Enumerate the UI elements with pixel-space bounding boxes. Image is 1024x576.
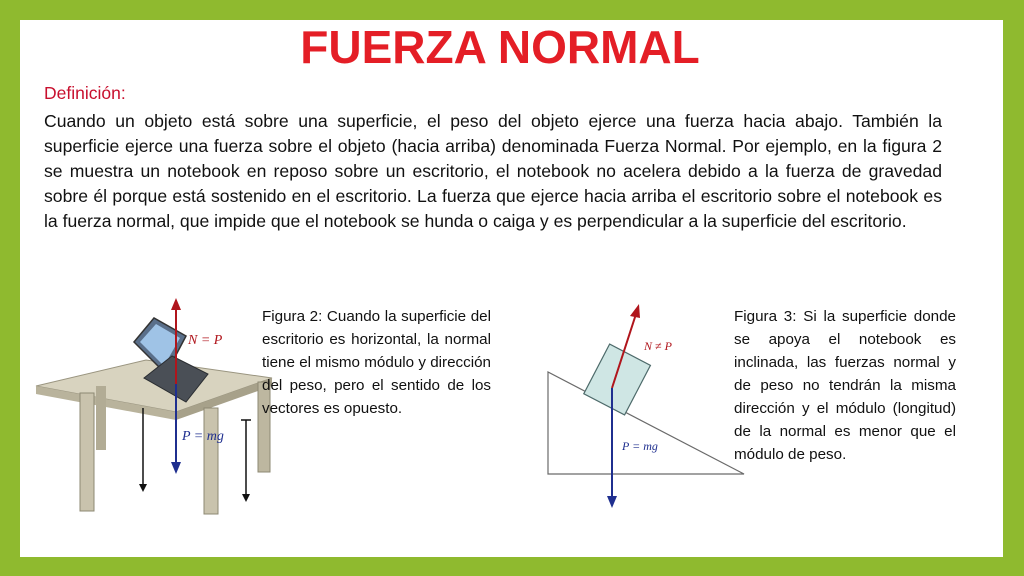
normal-force-arrowhead	[171, 298, 181, 310]
desk-leg-front-right	[204, 408, 218, 514]
definition-paragraph: Cuando un objeto está sobre una superficie, el peso del objeto ejerce una fuerza hacia abajo. También la superficie ejerce una fuerza sobre el objeto (hacia arriba) denominada Fuerza Normal. Por ejemplo, en la figura 2 se muestra un notebook en reposo sobre un escritorio, el notebook no acelera debido a la fuerza de gravedad sobre él porque está sostenido en el escritorio. La fuerza que ejerce hacia arriba el escritorio sobre el notebook es la fuerza normal, que impide que el notebook se hunda o caiga y es perpendicular a la superficie del escritorio.	[44, 111, 942, 231]
figure2-normal-label: N = P	[188, 333, 223, 348]
normal-force-arrowhead	[630, 304, 640, 318]
desk-leg-front-left	[80, 393, 94, 511]
desk-top	[36, 360, 272, 412]
figure3-weight-label: P = mg	[622, 439, 658, 453]
figure3-caption: Figura 3: Si la superficie donde se apoya el notebook es inclinada, las fuerzas normal y de peso no tendrán la misma dirección y el módulo (longitud) de la normal es menor que el módulo de peso.	[734, 308, 956, 463]
figure2-illustration	[36, 278, 266, 518]
figure3-normal-label: N ≠ P	[644, 339, 672, 353]
weight-force-arrowhead	[607, 496, 617, 508]
figure2-caption: Figura 2: Cuando la superficie del escritorio es horizontal, la normal tiene el mismo módulo y dirección del peso, pero el sentido de los vectores es opuesto.	[262, 308, 491, 417]
desk-leg-back-left	[96, 386, 106, 450]
weight-force-arrowhead	[171, 462, 181, 474]
inclined-plane	[548, 372, 744, 474]
slide-title: FUERZA NORMAL	[300, 21, 700, 73]
figure3-illustration	[520, 280, 730, 520]
figure2-weight-label: P = mg	[182, 429, 224, 444]
definition-label: Definición:	[44, 83, 126, 103]
side-arrow-right-head	[242, 494, 250, 502]
side-arrow-left-head	[139, 484, 147, 492]
